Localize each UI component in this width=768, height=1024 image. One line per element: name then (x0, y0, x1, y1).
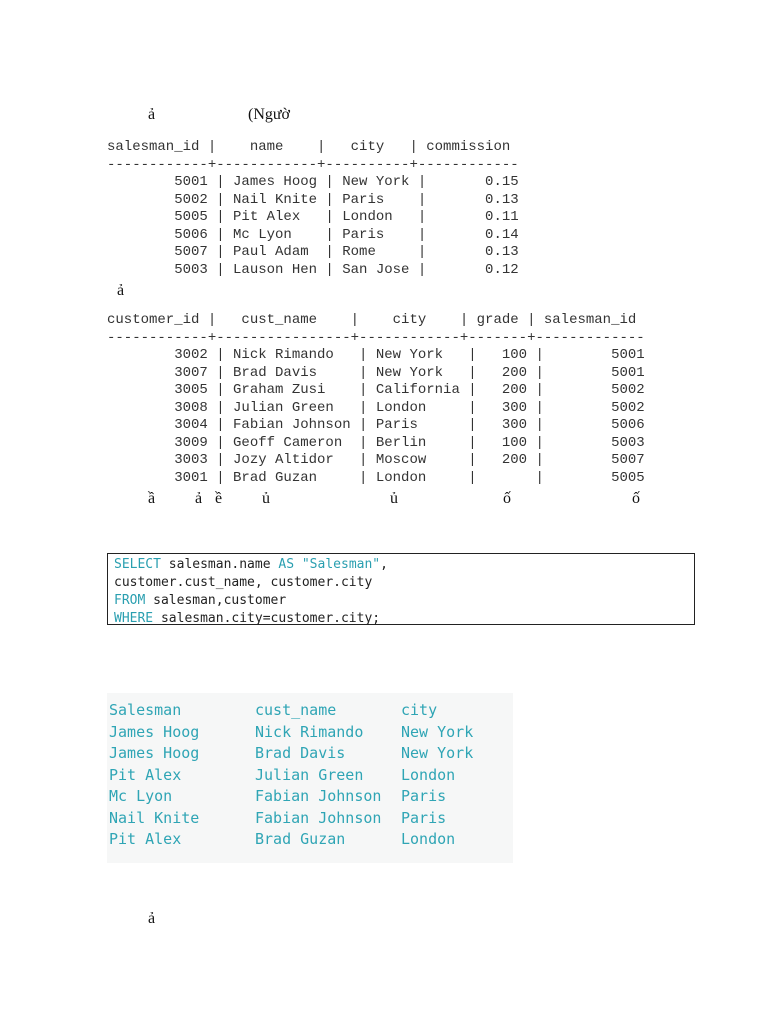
result-column-header: city (401, 701, 438, 719)
customer-table-row: 3002 | Nick Rimando | New York | 100 | 5001 (107, 347, 645, 363)
heading-1-right: (Ngườ (248, 106, 291, 123)
salesman-table-row: 5001 | James Hoog | New York | 0.15 (107, 174, 519, 190)
result-column-header: Salesman (109, 701, 182, 719)
sql-line-2: customer.cust_name, customer.city (114, 575, 373, 590)
result-cell: Pit Alex (109, 830, 182, 848)
result-cell: Mc Lyon (109, 787, 173, 805)
sql-keyword: WHERE (114, 611, 154, 626)
salesman-table-row: 5005 | Pit Alex | London | 0.11 (107, 209, 519, 225)
sql-text: salesman,customer (145, 593, 287, 608)
salesman-table-row: 5007 | Paul Adam | Rome | 0.13 (107, 244, 519, 260)
question-fragment: ủ (390, 490, 398, 507)
sql-keyword: SELECT (114, 557, 161, 572)
question-fragment: ầ (148, 490, 156, 507)
question-fragment: ố (503, 490, 511, 507)
salesman-table-row: 5006 | Mc Lyon | Paris | 0.14 (107, 226, 519, 243)
salesman-table-row: 5002 | Nail Knite | Paris | 0.13 (107, 191, 519, 208)
customer-table-row: 3005 | Graham Zusi | California | 200 | 5002 (107, 382, 645, 398)
salesman-table-row: 5003 | Lauson Hen | San Jose | 0.12 (107, 261, 519, 278)
result-cell: Julian Green (255, 765, 364, 784)
result-cell: London (401, 765, 456, 784)
result-cell: Brad Guzan (255, 830, 346, 848)
result-cell: Paris (401, 808, 447, 827)
sql-keyword: FROM (114, 593, 146, 608)
sql-code-block (107, 553, 695, 625)
question-fragment: ề (215, 490, 223, 507)
footer-fragment: ả (148, 910, 156, 927)
sql-text (294, 557, 302, 572)
result-cell: Fabian Johnson (255, 808, 382, 827)
sql-line-3 (114, 592, 688, 610)
sql-text: salesman.name (160, 557, 279, 572)
customer-table-header: customer_id | cust_name | city | grade | salesman_id (107, 312, 637, 328)
result-cell: Paris (401, 787, 447, 805)
customer-table-row: 3008 | Julian Green | London | 300 | 5002 (107, 399, 645, 416)
customer-table-separator: ------------+----------------+------------+-------+------------- (107, 329, 645, 346)
result-cell: London (401, 830, 456, 848)
question-fragment: ố (632, 490, 640, 507)
sql-line-1 (114, 556, 688, 574)
salesman-table-separator: ------------+------------+----------+------------ (107, 156, 519, 173)
sql-string: "Salesman" (301, 557, 381, 572)
result-cell: Nail Knite (109, 808, 200, 827)
result-cell: James Hoog (109, 722, 200, 741)
question-fragment: ả (195, 490, 203, 507)
customer-table-row: 3009 | Geoff Cameron | Berlin | 100 | 5003 (107, 434, 645, 451)
result-cell: Fabian Johnson (255, 787, 382, 805)
result-cell: James Hoog (109, 744, 200, 762)
customer-table (107, 312, 645, 487)
query-result-output (107, 693, 513, 863)
customer-table-row: 3001 | Brad Guzan | London | | 5005 (107, 469, 645, 486)
customer-table-row: 3004 | Fabian Johnson | Paris | 300 | 5006 (107, 417, 645, 433)
customer-table-row: 3003 | Jozy Altidor | Moscow | 200 | 5007 (107, 452, 645, 468)
sql-text: salesman.city=customer.city; (153, 611, 381, 626)
result-cell: Pit Alex (109, 765, 182, 784)
result-cell: Brad Davis (255, 744, 346, 762)
sql-line-4 (114, 610, 688, 628)
sql-keyword: AS (278, 557, 295, 572)
salesman-table-header: salesman_id | name | city | commission (107, 139, 511, 155)
result-cell: New York (401, 722, 474, 741)
heading-1-left: ả (148, 106, 156, 123)
question-fragment: ủ (262, 490, 270, 507)
heading-2: ả (117, 282, 125, 299)
customer-table-row: 3007 | Brad Davis | New York | 200 | 5001 (107, 364, 645, 381)
sql-text: , (380, 557, 388, 572)
result-cell: Nick Rimando (255, 722, 364, 741)
result-cell: New York (401, 744, 474, 762)
result-column-header: cust_name (255, 701, 337, 719)
salesman-table (107, 139, 519, 279)
